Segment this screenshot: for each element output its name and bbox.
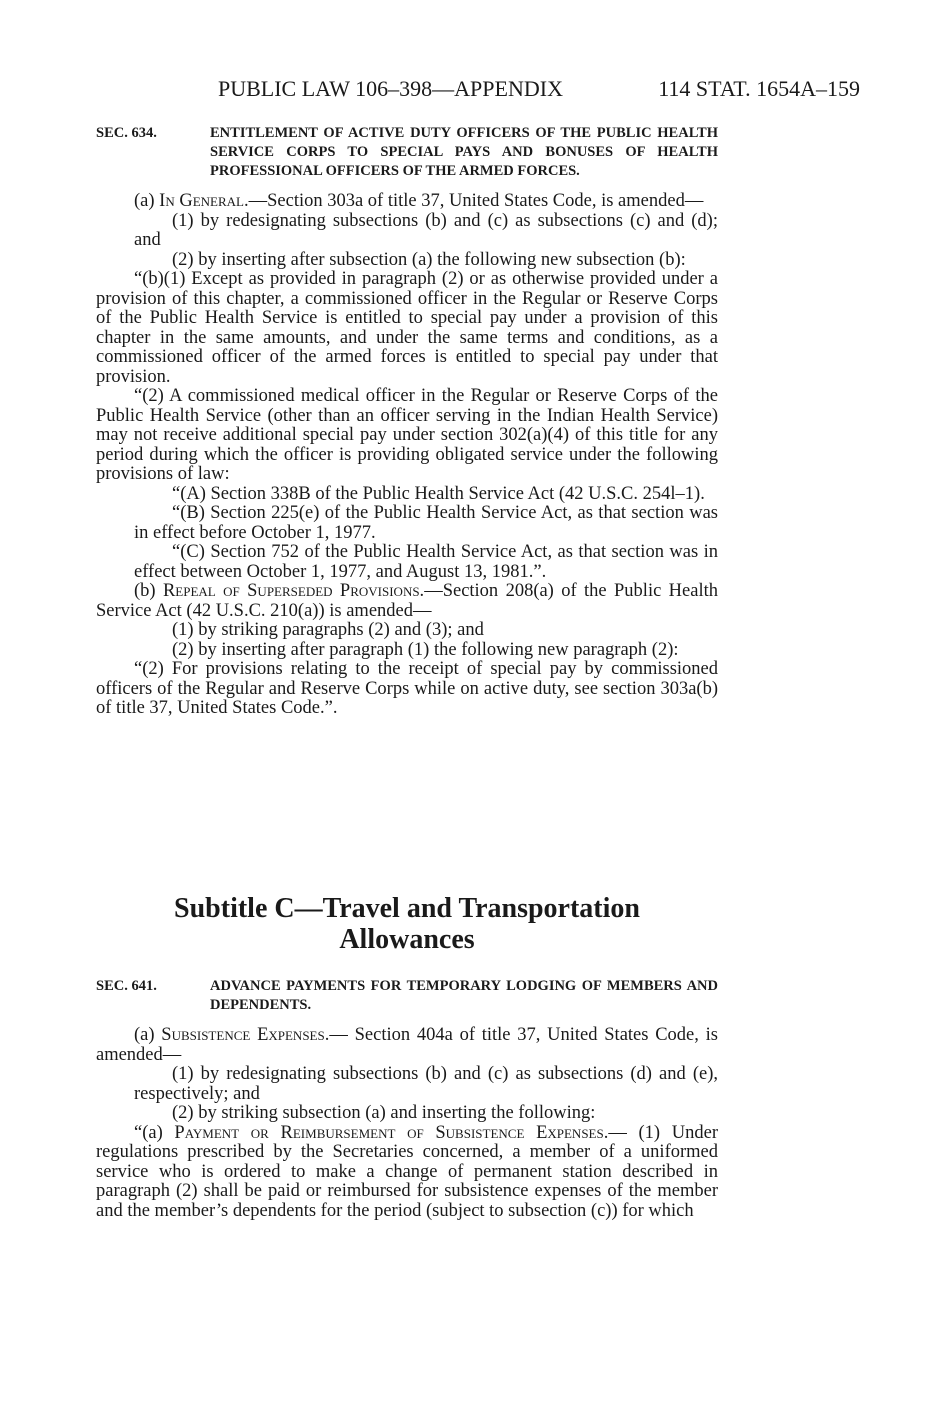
- section-641-label: SEC. 641.: [96, 978, 157, 994]
- quoted-634-b-2-C: “(C) Section 752 of the Public Health Service Act, as that section was in effect between October 1, 1977, and August 13, 1981.”.: [134, 542, 718, 582]
- quoted-634-b-2: “(2) A commissioned medical officer in the Regular or Reserve Corps of the Public Health Service (other than an officer serving in the Indian Health Service) may not receive additional special pay under section 302(a)(4) of this title for any period during which the officer is providing obligated service under the following provisions of law:: [96, 386, 718, 484]
- quoted-634-b-2-A: “(A) Section 338B of the Public Health Service Act (42 U.S.C. 254l–1).: [172, 483, 705, 504]
- paragraph-634-b: [96, 582, 718, 621]
- paragraph-634-a-heading: In General.: [159, 191, 249, 211]
- section-634-label: SEC. 634.: [96, 125, 157, 141]
- paragraph-634-b-text: —Section 208(a) of the Public Health Service Act (42 U.S.C. 210(a)) is amended—: [96, 581, 718, 621]
- paragraph-634-b-heading: Repeal of Superseded Provisions.: [162, 581, 425, 601]
- subtitle-line-2: Allowances: [339, 924, 475, 955]
- quoted-634-b-2-B: “(B) Section 225(e) of the Public Health Service Act, as that section was in effect before October 1, 1977.: [134, 503, 718, 543]
- header-law-citation: PUBLIC LAW 106–398—APPENDIX: [218, 76, 563, 101]
- paragraph-634-a-prefix: (a): [134, 191, 160, 211]
- clause-634-a-2: (2) by inserting after subsection (a) the following new subsection (b):: [172, 249, 686, 270]
- clause-641-a-2: (2) by striking subsection (a) and inserting the following:: [172, 1103, 596, 1123]
- paragraph-634-b-prefix: (b): [134, 581, 163, 601]
- quoted-641-a-text: — (1) Under regulations prescribed by the Secretaries concerned, a member of a uniformed service who is ordered to make a change of permanent station described in paragraph (2) shall be paid or reimbursed for subsistence expenses of the member and the member’s dependents for the period (subject to subsection (c)) for which: [96, 1122, 718, 1221]
- paragraph-641-a-text: — Section 404a of title 37, United States Code, is amended—: [96, 1025, 718, 1065]
- paragraph-641-a: [96, 1026, 718, 1065]
- section-641-heading: [96, 977, 718, 1015]
- quoted-641-a: [96, 1124, 718, 1222]
- quoted-634-b-new-2: “(2) For provisions relating to the receipt of special pay by commissioned officers of the Regular and Reserve Corps while on active duty, see section 303a(b) of title 37, United States Code.”.: [96, 659, 718, 718]
- header-stat-citation: 114 STAT. 1654A–159: [658, 76, 860, 101]
- quoted-641-a-prefix: “(a): [134, 1122, 175, 1143]
- section-641: [96, 977, 718, 1221]
- quoted-641-a-heading: Payment or Reimbursement of Subsistence Expenses.: [174, 1122, 609, 1143]
- section-641-title: ADVANCE PAYMENTS FOR TEMPORARY LODGING OF MEMBERS AND DEPENDENTS.: [210, 978, 718, 1013]
- paragraph-634-a-text: —Section 303a of title 37, United States Code, is amended—: [248, 191, 704, 211]
- clause-634-b-2: (2) by inserting after paragraph (1) the following new paragraph (2):: [172, 639, 679, 660]
- subtitle-line-1: Subtitle C—Travel and Transportation: [174, 893, 640, 924]
- section-634-title: ENTITLEMENT OF ACTIVE DUTY OFFICERS OF THE PUBLIC HEALTH SERVICE CORPS TO SPECIAL PAYS AND BONUSES OF HEALTH PROFESSIONAL OFFICERS OF THE ARMED FORCES.: [210, 125, 718, 179]
- paragraph-641-a-heading: Subsistence Expenses.: [161, 1025, 330, 1045]
- section-634: [96, 124, 718, 719]
- paragraph-641-a-prefix: (a): [134, 1025, 162, 1045]
- quoted-634-b-1: “(b)(1) Except as provided in paragraph (2) or as otherwise provided under a provision of this chapter, a commissioned officer in the Regular or Reserve Corps of the Public Health Service is entitled to special pay under a provision of this chapter in the same amounts, and under the same terms and conditions, as a commissioned officer of the armed forces is entitled to special pay under that provision.: [96, 269, 718, 387]
- clause-641-a-1: (1) by redesignating subsections (b) and (c) as subsections (d) and (e), respectively; and: [134, 1064, 718, 1104]
- paragraph-634-a: [96, 192, 718, 212]
- clause-634-a-1: (1) by redesignating subsections (b) and (c) as subsections (c) and (d); and: [134, 210, 718, 250]
- clause-634-b-1: (1) by striking paragraphs (2) and (3); and: [172, 620, 484, 640]
- subtitle-heading: [96, 893, 718, 955]
- section-634-heading: [96, 124, 718, 181]
